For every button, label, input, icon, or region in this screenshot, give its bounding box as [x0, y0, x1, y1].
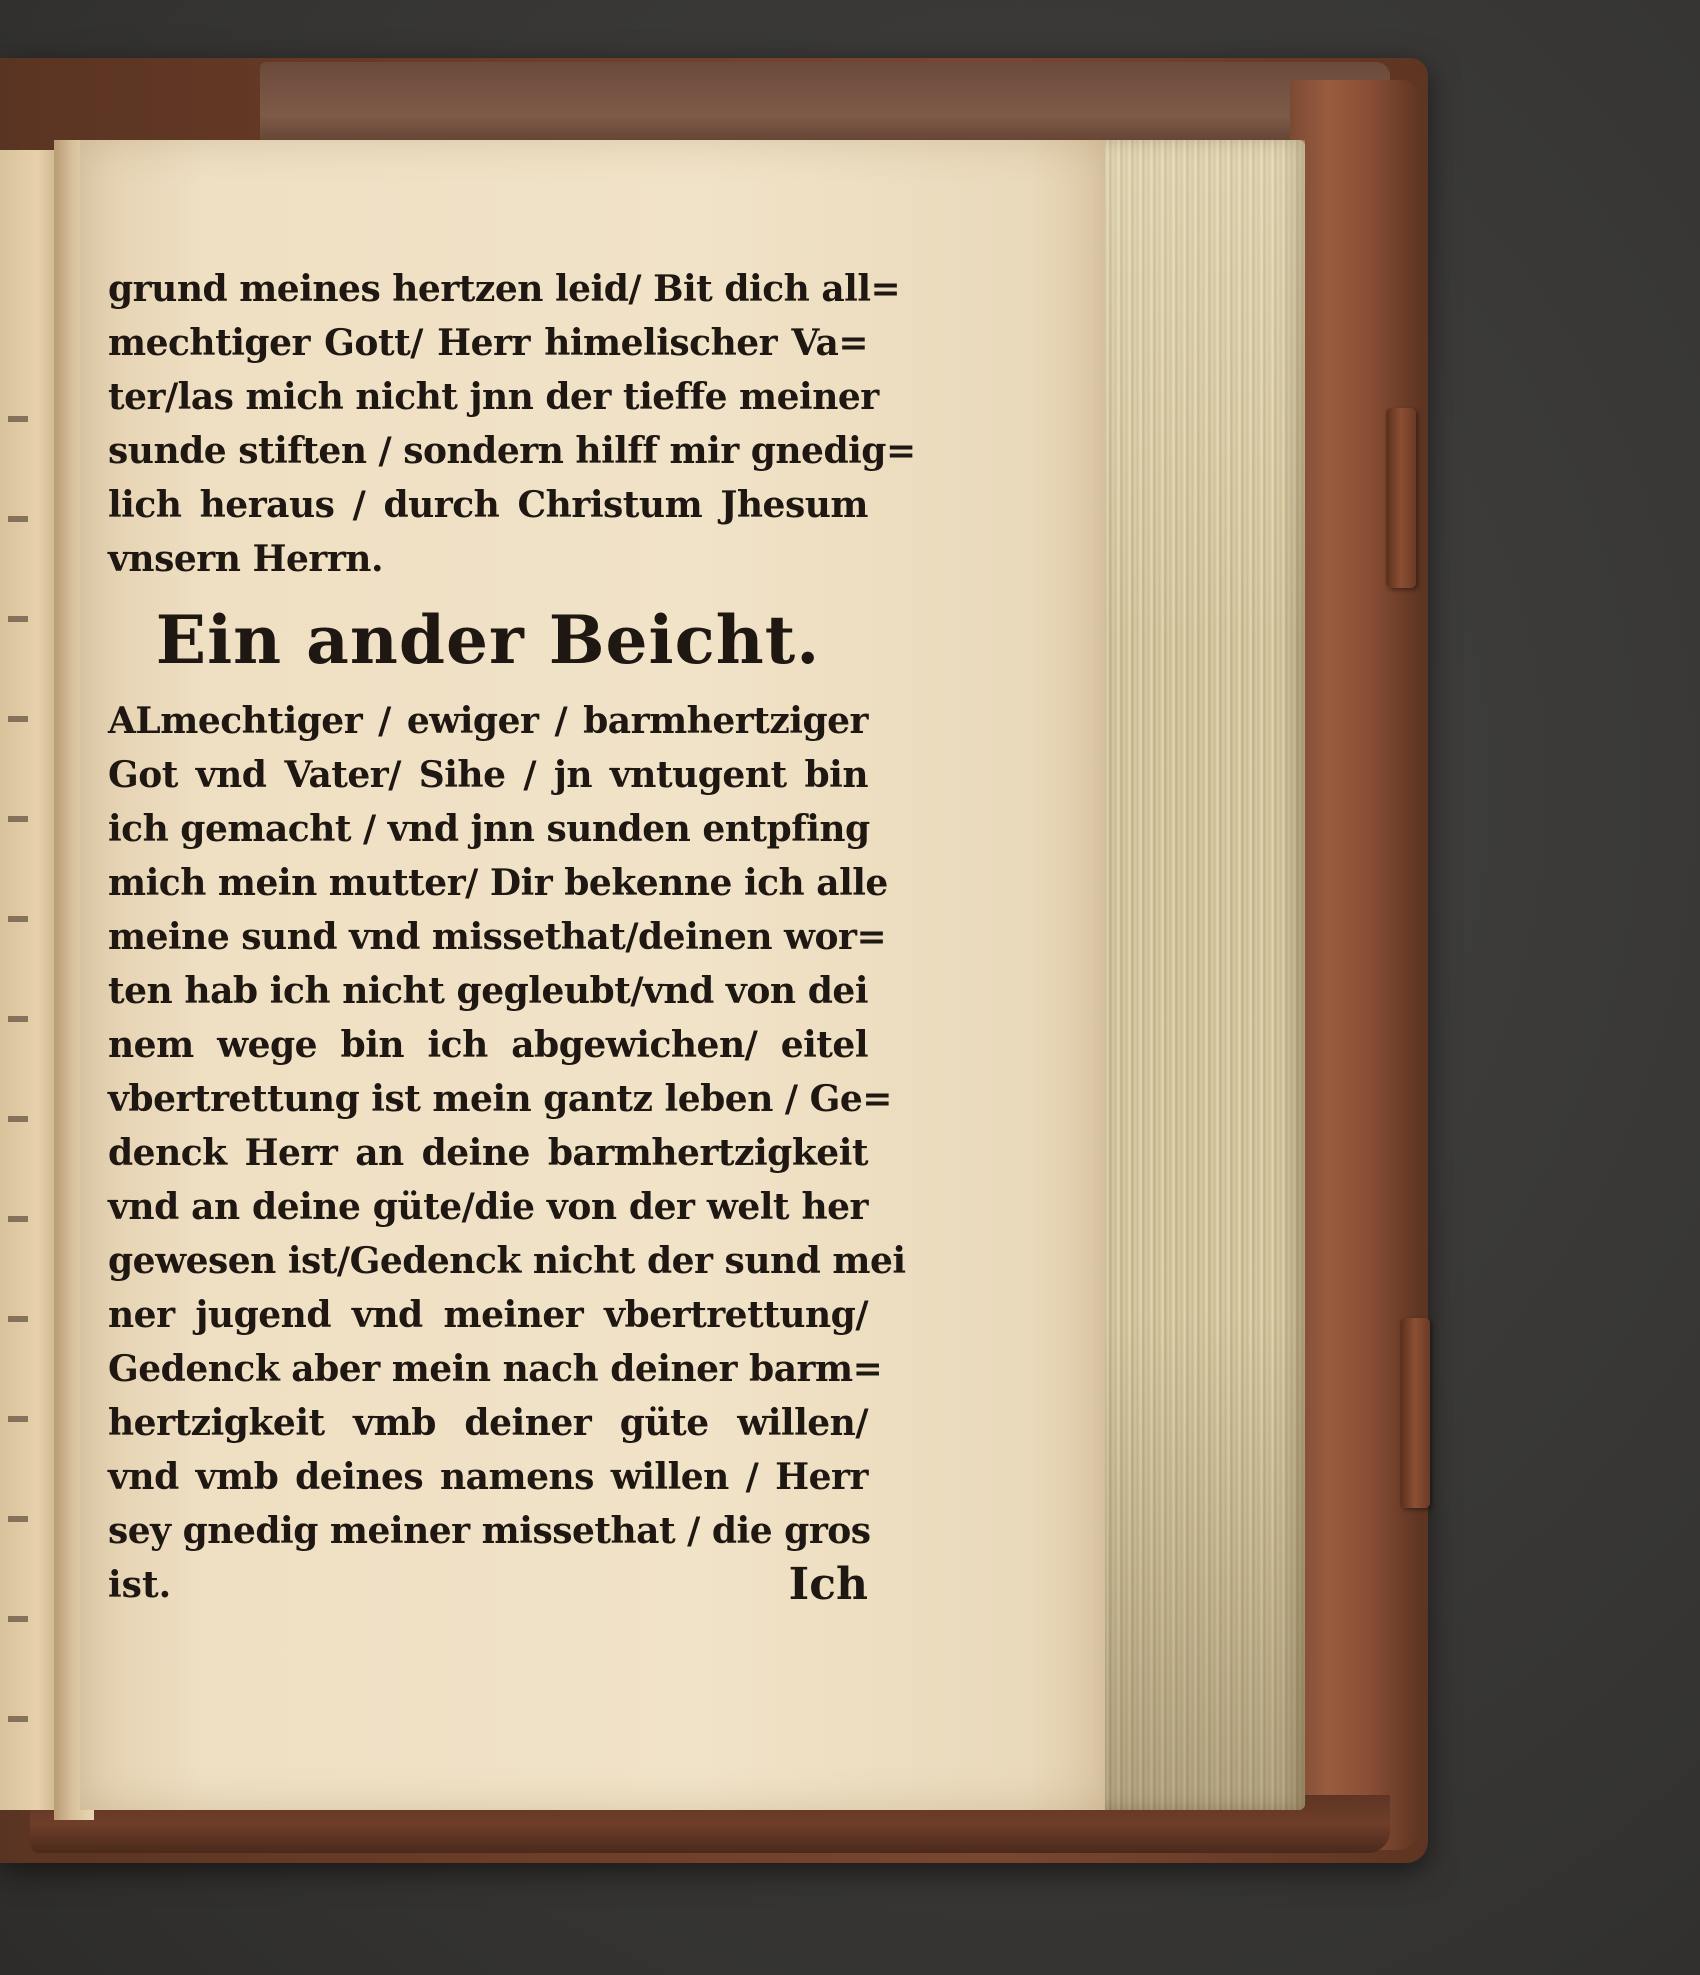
clasp-lower — [1400, 1318, 1430, 1508]
text-line: ter/las mich nicht jnn der tieffe meiner — [108, 376, 879, 418]
text-line: denck Herr an deine barmhertzigkeit — [108, 1132, 868, 1174]
book-cover-fore-edge — [1290, 80, 1418, 1850]
text-line: gewesen ist/Gedenck nicht der sund mei — [108, 1240, 906, 1282]
facing-page-text-marks — [8, 370, 28, 1770]
text-line: vbertrettung ist mein gantz leben / Ge= — [108, 1078, 892, 1120]
text-line: ich gemacht / vnd jnn sunden entpfing — [108, 808, 870, 850]
text-line: vnd vmb deines namens willen / Herr — [108, 1456, 868, 1498]
text-line: ner jugend vnd meiner vbertrettung/ — [108, 1294, 868, 1336]
book-cover-top — [260, 62, 1390, 152]
text-line: mich mein mutter/ Dir bekenne ich alle — [108, 862, 888, 904]
section-heading: Ein ander Beicht. — [155, 601, 821, 679]
text-line: Got vnd Vater/ Sihe / jn vntugent bin — [108, 754, 868, 796]
text-line: mechtiger Gott/ Herr himelischer Va= — [108, 322, 868, 364]
facing-page-fragment — [0, 150, 62, 1810]
page-text — [108, 262, 916, 1612]
last-word: ist. — [108, 1564, 172, 1606]
text-line: hertzigkeit vmb deiner güte willen/ — [108, 1402, 868, 1444]
text-line: Gedenck aber mein nach deiner barm= — [108, 1348, 883, 1390]
text-line: ALmechtiger / ewiger / barmhertziger — [108, 700, 868, 742]
text-line: sunde stiften / sondern hilff mir gnedig= — [108, 430, 916, 472]
text-line: nem wege bin ich abgewichen/ eitel — [108, 1024, 868, 1066]
text-line: lich heraus / durch Christum Jhesum — [108, 484, 868, 526]
text-line: grund meines hertzen leid/ Bit dich all= — [108, 268, 901, 310]
text-line: vnd an deine güte/die von der welt her — [108, 1186, 868, 1228]
text-line: meine sund vnd missethat/deinen wor= — [108, 916, 887, 958]
final-line — [108, 1558, 868, 1612]
text-line: vnsern Herrn. — [108, 538, 383, 580]
page-block-shade — [1105, 140, 1305, 1810]
text-line: sey gnedig meiner missethat / die gros — [108, 1510, 871, 1552]
clasp-upper — [1386, 408, 1416, 588]
catchword: Ich — [788, 1559, 868, 1610]
text-line: ten hab ich nicht gegleubt/vnd von dei — [108, 970, 868, 1012]
